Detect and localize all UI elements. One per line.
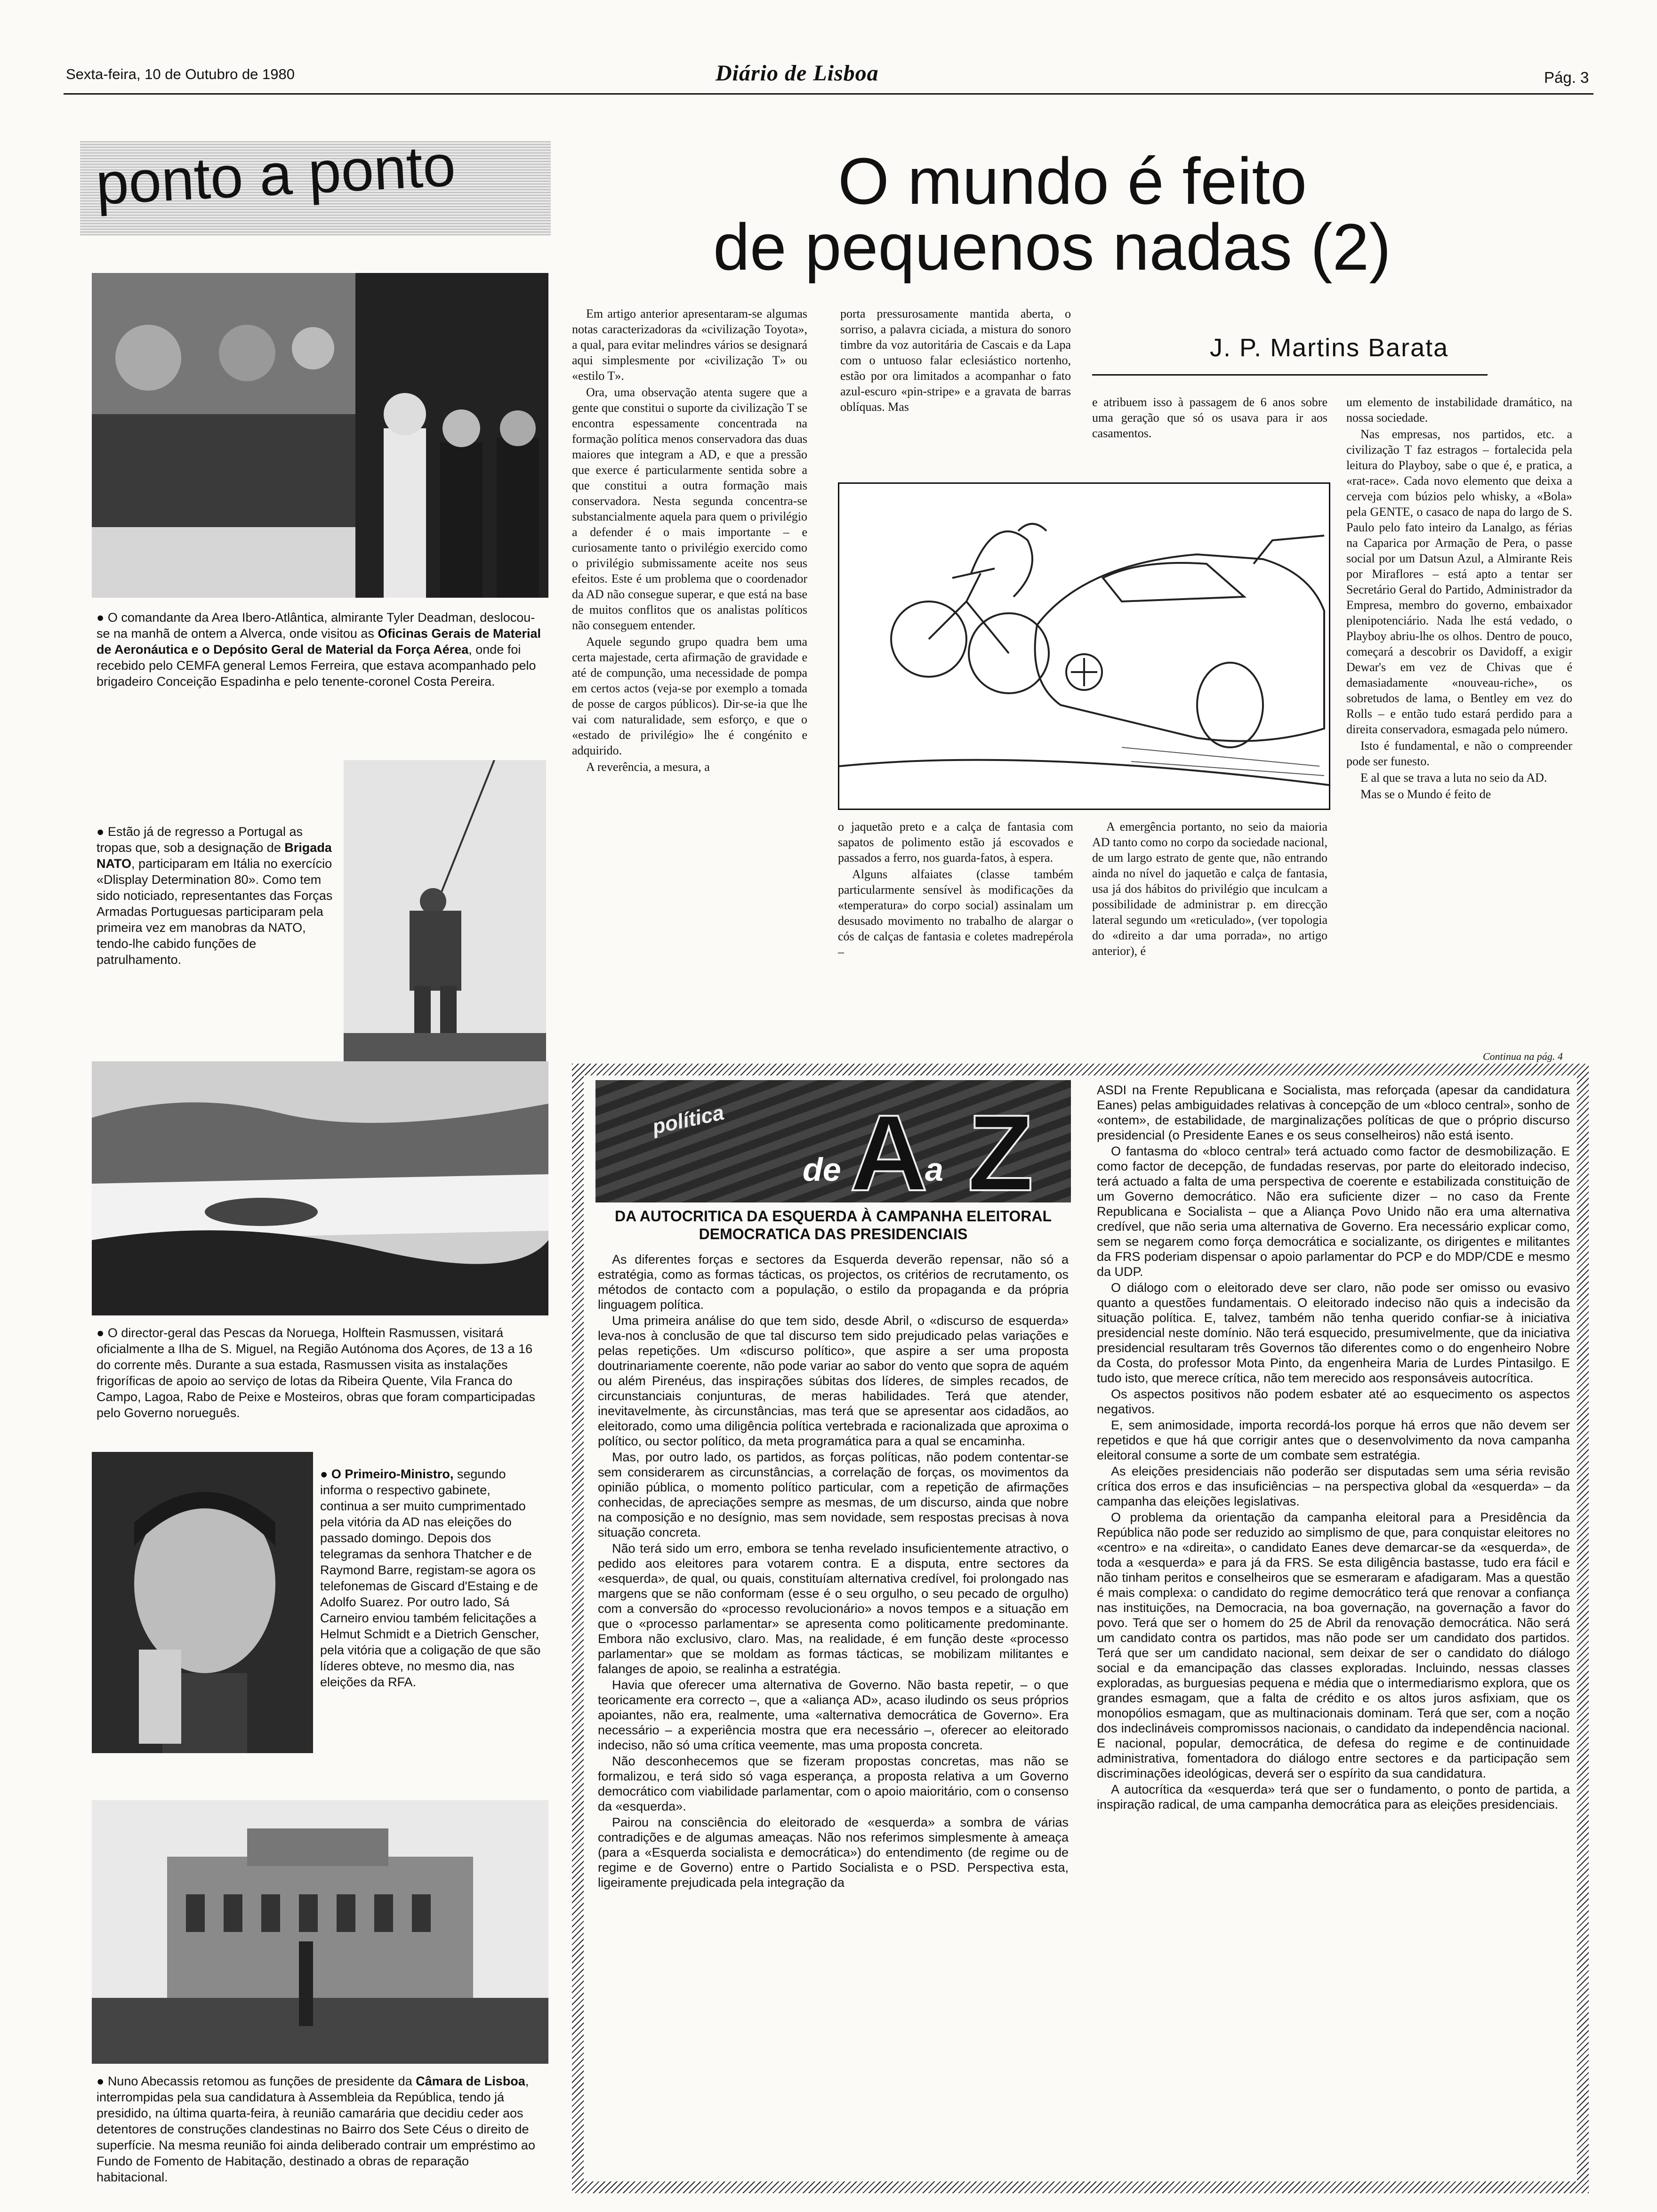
header-date: Sexta-feira, 10 de Outubro de 1980 — [66, 66, 295, 82]
feature-title-line2: de pequenos nadas (2) — [713, 210, 1391, 284]
masthead: Diário de Lisboa — [716, 61, 879, 86]
feature-column-3-bottom: A emergência portanto, no seio da maioria AD tanto como no corpo da sociedade nacional, de um largo estrato de gente que, não entrando ainda no nível do jaquetão e calça de fantasia, usa já dos hábitos do privilégio que inculcam a possibilidade de administrar p. em direcção lateral segundo um «reticulado», (ver topologia do «direito a dar uma porrada», no artigo anterior), é — [1092, 820, 1327, 958]
az-logo-z: Z — [967, 1092, 1034, 1202]
bullet-icon: ● — [97, 610, 108, 625]
page-number: Pág. 3 — [1544, 69, 1589, 86]
caption-prime-minister: ● O Primeiro-Ministro, segundo informa o respectivo gabinete, continua a ser muito cumprimentado pela vitória da AD nas eleições do passado domingo. Depois dos telegramas da senhora Thatcher e de Raymond Barre, registam-se agora os telefonemas de Giscard d'Estaing e de Adolfo Suarez. Por outro lado, Sá Carneiro enviou também felicitações a Helmut Schmidt e a Dietrich Genscher, pela vitória que a coligação de que são líderes obteve, no mesmo dia, nas eleições da RFA. — [320, 1467, 541, 1689]
author-rule — [1092, 374, 1488, 376]
illustration-bicycle-car — [838, 482, 1330, 810]
photo-soldier-rope — [344, 760, 546, 1061]
bullet-icon: ● — [97, 2074, 108, 2088]
feature-column-2-top: porta pressurosamente mantida aberta, o sorriso, a palavra ciciada, a mistura do sonoro timbre da voz autoritária de Cascais e da Lapa com o untuoso falar eclesiástico nortenho, estão por ora limitados a acompanhar o fato azul-escuro «pin-stripe» e a gravata de barras oblíquas. Mas — [840, 307, 1071, 414]
feature-column-1: Em artigo anterior apresentaram-se algumas notas caracterizadoras da «civilização Toyota», a qual, para evitar melindres vários se designará aqui simplesmente por «civilização T» ou «estilo T». Ora, uma observação atenta sugere que a gente que constitui o suporte da civilização T se encontra espessamente concentrada na formação política menos conservadora das duas maiores que integram a AD, e que a pressão que exerce é particularmente sentida sobre a que constitui a outra formação mais conservadora. Nesta segunda concentra-se substancialmente aquela para quem o privilégio a defender é o mais importante – e curiosamente tanto o privilégio exercido como o privilégio submissamente aceite nos seus efeitos. Este é um problema que o coordenador da AD não consegue superar, e que está na base de muitos conflitos que os analistas políticos não conseguem entender. Aquele segundo grupo quadra bem uma certa majestade, certa afirmação de gravidade e até de compunção, uma necessidade de pompa em certos actos (veja-se por exemplo a tomada de posse de cargos públicos). Dir-se-ia que lhe vai com naturalidade, sem esforço, e que o «estado de privilégio» lhe é congénito e adquirido. A reverência, a mesura, a — [572, 307, 807, 774]
caption-brigada-nato: ● Estão já de regresso a Portugal as tropas que, sob a designação de Brigada NATO, participaram em Itália no exercício «Dlisplay Determination 80». Como tem sido noticiado, representantes das Forças Armadas Portuguesas participaram pela primeira vez em manobras da NATO, tendo-lhe cabido funções de patrulhamento. — [97, 825, 333, 967]
az-column-a: As diferentes forças e sectores da Esquerda deverão repensar, não só a estratégia, como as formas tácticas, os projectos, os critérios de recrutamento, os métodos de contacto com a população, o estilo da propaganda e da própria linguagem política. Uma primeira análise do que tem sido, desde Abril, o «discurso de esquerda» leva-nos à conclusão de que tal discurso tem sido prejudicado pelas variações e pelas repetições. Um «discurso político», que aspire a ser uma proposta doutrinariamente coerente, não pode variar ao sabor do vento que sopra de aquém ou além Pirenéus, das inspirações súbitas dos líderes, de simples recados, de circunstanciais conjunturas, de meras habilidades. Terá que atender, inevitavelmente, às circunstâncias, mas terá que se apresentar aos cidadãos, ao eleitorado, como uma diligência política vertebrada e racionalizada que aproxima o político, ou sector político, da meta programática para a qual se encaminha. Mas, por outro lado, os partidos, as forças políticas, não podem contentar-se sem considerarem as circunstâncias, a correlação de forças, os movimentos da opinião pública, o momento político particular, com a repetição de afirmações conhecidas, de apreciações sempre as mesmas, de um discurso, ainda que nobre na composição e no desígnio, mas sem novidade, sem respostas precisas à nova situação concreta. Não terá sido um erro, embora se tenha revelado insuficientemente atractivo, o pedido aos eleitores para votarem contra. E a disputa, entre sectores da «esquerda», de qual, ou quais, constituíam alternativa credível, foi prolongado nas margens que se não conformam (esse é o seu orgulho, o seu pecado de orgulho) com a conversão do «processo revolucionário» a novos tempos e a situação em que o «processo parlamentar» se apresenta como politicamente predominante. Embora não exclusivo, claro. Mas, na realidade, é em função deste «processo parlamentar» que se moldam as formas tácticas, se mobilizam militantes e falanges de apoio, se realinha a estratégia. Havia que oferecer uma alternativa de Governo. Não basta repetir, – o que teoricamente era correcto –, que a «aliança AD», acaso iludindo os seus próprios apoiantes, não era, realmente, uma «alternativa democrática de Governo». Era necessário – a experiência mostra que era necessário –, oferecer ao eleitorado indeciso, não só uma crítica veemente, mas uma proposta concreta. Não desconhecemos que se fizeram propostas concretas, mas não se formalizou, e terá sido só vaga esperança, a proposta relativa a um Governo democrático com viabilidade parlamentar, com o apoio maioritário, com o consenso da «esquerda». Pairou na consciência do eleitorado de «esquerda» a sombra de várias contradições e de algumas ameaças. Não nos referimos simplesmente à ameaça (para a «Esquerda socialista e democrática») do entendimento (de regime ou de regime e de Governo) entre o Partido Socialista e o PSD. Perspectiva esta, ligeiramente prejudicada pela integração da — [598, 1252, 1069, 1890]
continued-note: Continua na pág. 4 — [1483, 1050, 1563, 1062]
az-logo-a: A — [850, 1092, 928, 1202]
feature-column-4: um elemento de instabilidade dramático, na nossa sociedade. Nas empresas, nos partidos, etc. a civilização T faz estragos – fortalecida pela leitura do Playboy, sabe o que é, e pratica, a «rat-race». Cada novo elemento que deixa a cerveja com búzios pelo whisky, a «Bola» pela GENTE, o casaco de napa do largo de S. Paulo pelo fato inteiro da Lanalgo, as férias na Caparica por Armação de Pera, o passe social por um Datsun Azul, a Almirante Reis por Miraflores – está apto a tentar ser Secretário Geral do Partido, Administrador da Empresa, membro do governo, embaixador plenipotenciário. Nada lhe está vedado, o Playboy abriu-lhe os olhos. Dentro de pouco, começará a descobrir os Davidoff, a exigir Dewar's em vez de Chivas que é demasiadamente «nouveau-riche», os sobretudos de lama, o Bentley em vez do Rolls – e então tudo estará perdido para a direita conservadora, esmagada pelo número. Isto é fundamental, e não o compreender pode ser funesto. E al que se trava a luta no seio da AD. Mas se o Mundo é feito de — [1346, 395, 1572, 801]
feature-column-2-bottom: o jaquetão preto e a calça de fantasia com sapatos de polimento estão já escovados e passados a ferro, nos guarda-fatos, à espera. Alguns alfaiates (classe também particularmente sensível às modificações da «temperatura» do corpo social) assinalam um desusado movimento no trabalho de alargar o cós de calças de fantasia e coletes madrepérola – — [838, 820, 1073, 959]
photo-prime-minister — [92, 1452, 313, 1753]
az-column-b: ASDI na Frente Republicana e Socialista, mas reforçada (apesar da candidatura Eanes) pelas ambiguidades relativas à concepção de um «bloco central», sonho de «ontem», de estabilidade, de marginalizações políticas de que o próprio discurso presidencial (o Presidente Eanes e os seus conselheiros) não está isento. O fantasma do «bloco central» terá actuado como factor de desmobilização. E como factor de decepção, de fundadas reservas, por parte do eleitorado indeciso, terá actuado a falta de uma perspectiva de coerente e estabilizada constituição de um Governo democrático. Não era suficiente dizer – no caso da Frente Republicana e Socialista – que a Aliança Povo Unido não era uma alternativa credível, que não seria uma alternativa de Governo. Era necessário explicar como, sem se negarem como força democrática e socializante, os dirigentes e militantes da FRS poderiam dispensar o apoio parlamentar do PCP e do MDP/CDE e mesmo da UDP. O diálogo com o eleitorado deve ser claro, não pode ser omisso ou evasivo quanto a questões fundamentais. O eleitorado indeciso não quis a indecisão da situação política. E, talvez, também não tenha querido confiar-se à iniciativa presidencial neste domínio. Não terá esquecido, presumivelmente, que da iniciativa presidencial resultaram três Governos tão diferentes como o do engenheiro Nobre da Costa, do professor Mota Pinto, da engenheira Maria de Lurdes Pintasilgo. E tudo isto, que merece crítica, não tem merecido aos responsáveis autocrítica. Os aspectos positivos não podem esbater até ao esquecimento os aspectos negativos. E, sem animosidade, importa recordá-los porque há erros que não devem ser repetidos e que há que corrigir antes que o desenvolvimento da nova campanha eleitoral consume a sorte de um combate sem estratégia. As eleições presidenciais não poderão ser disputadas sem uma séria revisão crítica dos erros e das insuficiências – na perspectiva global da «esquerda» – da campanha das eleições legislativas. O problema da orientação da campanha eleitoral para a Presidência da República não pode ser reduzido ao simplismo de que, para conquistar eleitores no «centro» e na «direita», o candidato Eanes deve demarcar-se da «esquerda», de toda a «esquerda» e para já da FRS. Se esta diligência bastasse, tudo era fácil e não tinham peritos e conselheiros que se esmeraram e afadigaram. Mas a questão é mais complexa: o candidato do regime democrático terá que renovar a confiança nas instituições, na Democracia, na boa governação, na governação a favor do povo. Terá que ser o homem do 25 de Abril da renovação democrática. Não será um candidato contra os partidos, mas não pode ser um candidato dos partidos. Terá que ser um candidato nacional, sem deixar de ser o candidato do diálogo social e da emancipação das classes exploradas. Incluindo, nessas classes exploradas, as burguesias pequena e média que o intermediarismo explora, que os grandes esmagam, que a falta de crédito e os altos juros asfixiam, que os monopólios esmagam, que as multinacionais dominam. Terá que ser, com a noção dos indeclináveis compromissos nacionais, o candidato da independência nacional. E nacional, popular, democrática, de defesa do regime e de continuidade administrativa, fomentadora do diálogo entre sectores e da participação sem discriminações ideológicas, deverá ser o espírito da sua candidatura. A autocrítica da «esquerda» terá que ser o fundamento, o ponto de partida, a inspiração radical, de uma campanha democrática para as eleições presidenciais. — [1097, 1083, 1570, 1811]
photo-camara-lisboa — [92, 1800, 548, 2064]
az-logo-small-a: a — [925, 1151, 943, 1188]
bullet-icon: ● — [320, 1467, 331, 1481]
caption-admiral-visit: ● O comandante da Area Ibero-Atlântica, almirante Tyler Deadman, deslocou-se na manhã de ontem a Alverca, onde visitou as Oficinas Gerais de Material de Aeronáutica e o Depósito Geral de Material da Força Aérea, onde foi recebido pelo CEMFA general Lemos Ferreira, que estava acompanhado pelo brigadeiro Conceição Espadinha e pelo tenente-coronel Costa Pereira. — [97, 610, 541, 689]
az-logo-de: de — [803, 1151, 841, 1188]
feature-author: J. P. Martins Barata — [1210, 334, 1449, 362]
az-logo — [595, 1080, 1071, 1202]
caption-norway-fisheries: ● O director-geral das Pescas da Noruega, Holftein Rasmussen, visitará oficialmente a Ilha de S. Miguel, na Região Autónoma dos Açores, de 13 a 16 do corrente mês. Durante a sua estada, Rasmussen visita as instalações frigoríficas de apoio ao serviço de lotas da Ribeira Quente, Vila Franca do Campo, Lagoa, Rabo de Peixe e Mosteiros, obras que foram comparticipadas pelo Governo norueguês. — [97, 1326, 536, 1420]
bullet-icon: ● — [97, 825, 108, 839]
feature-column-3-top: e atribuem isso à passagem de 6 anos sobre uma geração que só os usava para ir aos casamentos. — [1092, 395, 1327, 440]
ponto-a-ponto-title: ponto a ponto — [94, 132, 457, 217]
photo-admiral-visit — [92, 273, 548, 598]
header-rule — [64, 93, 1593, 95]
caption-camara-lisboa: ● Nuno Abecassis retomou as funções de presidente da Câmara de Lisboa, interrompidas pela sua candidatura à Assembleia da República, tendo já presidido, na última quarta-feira, à reunião camarária que decidiu ceder aos detentores de construções clandestinas no Bairro dos Sete Céus o direito de superfície. Na mesma reunião foi ainda deliberado contrair um empréstimo ao Fundo de Fomento de Habitação, destinado a obras de reparação habitacional. — [97, 2074, 535, 2184]
photo-azores-landscape — [92, 1061, 548, 1315]
bullet-icon: ● — [97, 1326, 108, 1340]
az-logo-word: política — [650, 1101, 726, 1139]
az-headline: DA AUTOCRITICA DA ESQUERDA À CAMPANHA ELEITORAL DEMOCRATICA DAS PRESIDENCIAIS — [615, 1208, 1052, 1242]
feature-title-line1: O mundo é feito — [838, 144, 1307, 218]
